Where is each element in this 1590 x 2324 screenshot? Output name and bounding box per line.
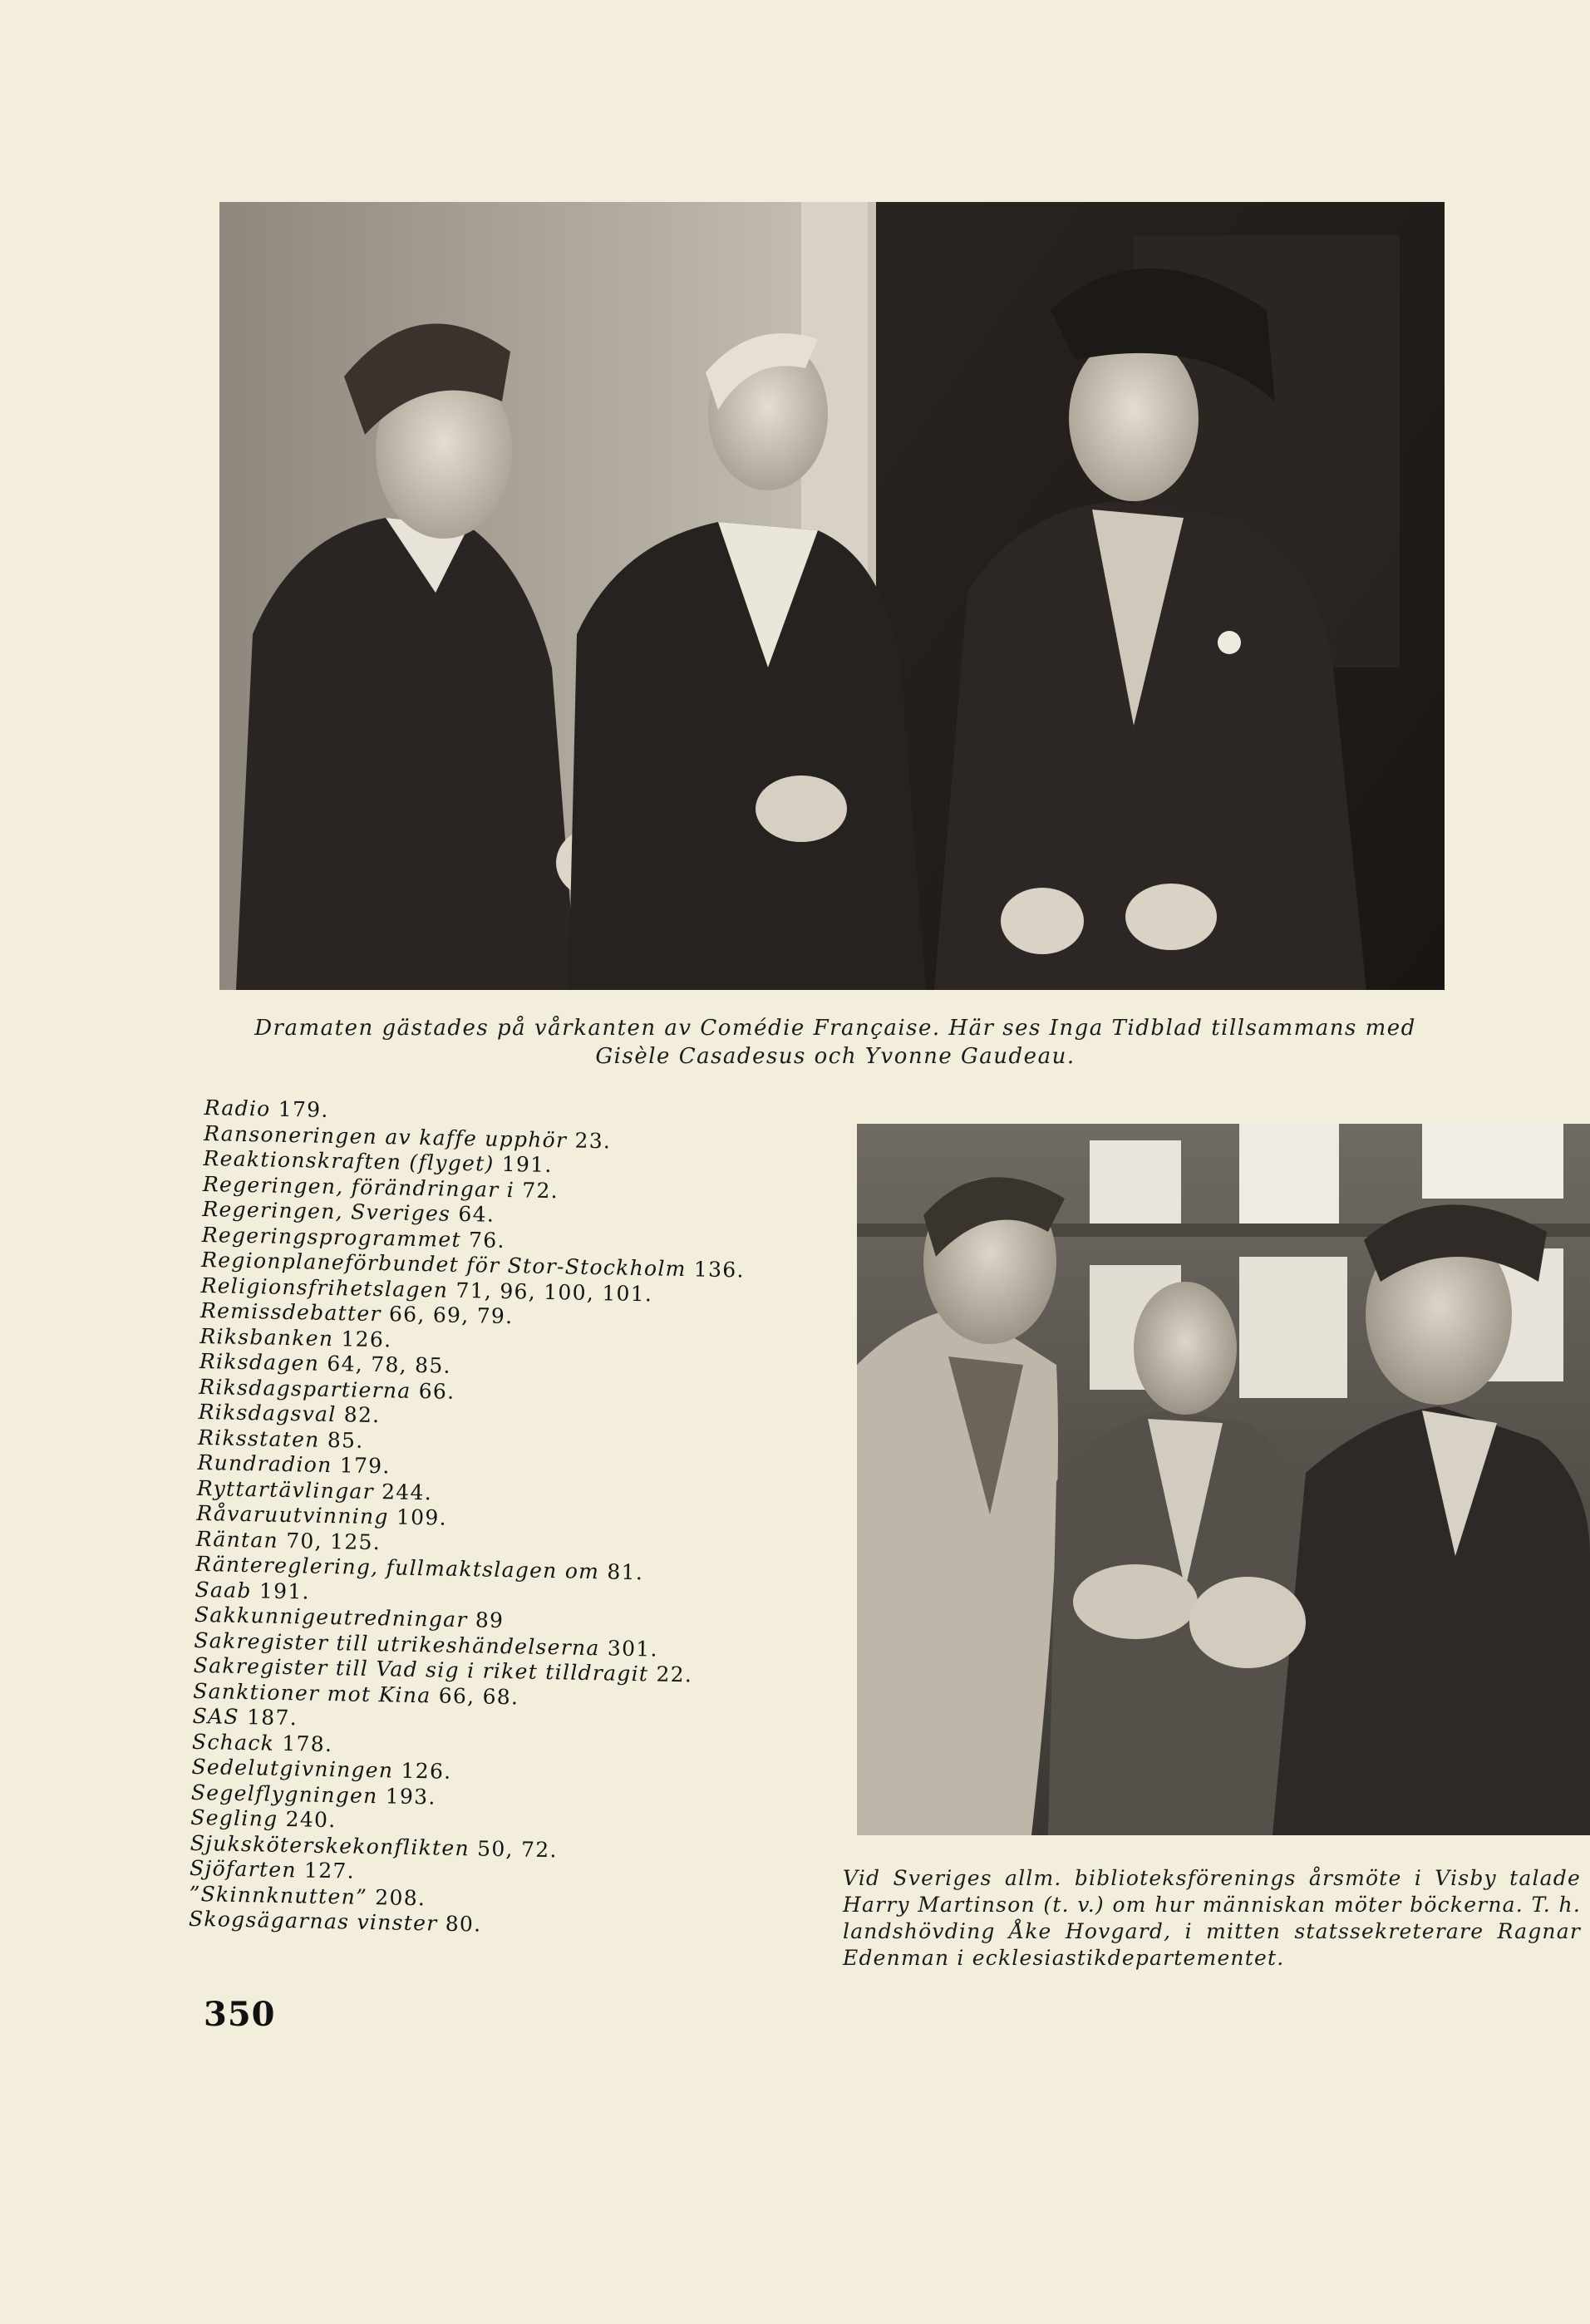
- index-term: Segelflygningen: [190, 1780, 378, 1808]
- index-term: Räntan: [195, 1526, 279, 1553]
- index-pages: 191.: [258, 1578, 311, 1604]
- index-pages: 191.: [501, 1151, 553, 1178]
- index-term: SAS: [192, 1703, 240, 1729]
- index-pages: 127.: [303, 1858, 356, 1883]
- index-term: Riksbanken: [199, 1323, 334, 1351]
- index-pages: 244.: [381, 1479, 433, 1504]
- page-number: 350: [204, 1995, 276, 2034]
- index-pages: 71, 96, 100, 101.: [455, 1278, 653, 1306]
- index-term: Ransoneringen av kaffe upphör: [203, 1120, 568, 1152]
- index-term: Schack: [191, 1729, 275, 1755]
- index-term: Ryttartävlingar: [196, 1475, 375, 1504]
- index-pages: 82.: [343, 1402, 381, 1428]
- index-term: Remissdebatter: [199, 1297, 382, 1327]
- index-pages: 109.: [396, 1504, 448, 1530]
- index-term: Räntereglering, fullmaktslagen om: [194, 1551, 600, 1584]
- index-term: Riksdagspartierna: [199, 1374, 411, 1403]
- index-term: Saab: [194, 1577, 253, 1603]
- index-pages: 23.: [574, 1128, 612, 1153]
- index-pages: 208.: [375, 1884, 426, 1910]
- index-term: Riksstaten: [197, 1425, 320, 1452]
- index-pages: 50, 72.: [476, 1835, 559, 1862]
- index-pages: 193.: [385, 1783, 436, 1809]
- subject-index-list: [189, 1096, 853, 1944]
- index-term: ”Skinnknutten”: [189, 1881, 368, 1909]
- index-term: Riksdagen: [199, 1348, 320, 1376]
- index-term: Sedelutgivningen: [191, 1754, 394, 1783]
- index-pages: 76.: [468, 1227, 506, 1253]
- index-pages: 301.: [607, 1635, 659, 1662]
- index-term: Regionplaneförbundet för Stor-Stockholm: [200, 1247, 687, 1282]
- bottom-photo-caption: Vid Sveriges allm. biblioteksförenings årsmöte i Visby talade Harry Martinson (t. v.) om hur människan möter böckerna. T. h. landshövding Åke Hovgard, i mitten statssekreterare Ragnar Edenman i ecklesiastikdepartementet.: [843, 1866, 1581, 1970]
- index-term: Rundradion: [197, 1450, 332, 1478]
- index-pages: 64.: [458, 1201, 495, 1227]
- index-pages: 81.: [607, 1559, 644, 1585]
- index-term: Riksdagsval: [198, 1399, 337, 1427]
- index-pages: 66, 68.: [438, 1683, 519, 1709]
- three-men-photo-drawing: [857, 1124, 1590, 1835]
- index-term: Sjuksköterskekonflikten: [190, 1830, 470, 1860]
- index-pages: 72.: [522, 1177, 559, 1203]
- index-term: Regeringsprogrammet: [201, 1222, 462, 1252]
- index-pages: 136.: [693, 1257, 746, 1283]
- index-pages: 240.: [285, 1807, 337, 1833]
- index-term: Sakregister till Vad sig i riket tilldragit: [193, 1652, 649, 1686]
- index-pages: 187.: [246, 1705, 298, 1731]
- index-pages: 66, 69, 79.: [388, 1302, 514, 1329]
- three-women-photo-drawing: [219, 202, 1445, 990]
- index-term: Sjöfarten: [189, 1855, 298, 1883]
- index-pages: 179.: [278, 1096, 329, 1122]
- index-pages: 178.: [282, 1731, 333, 1756]
- index-pages: 64, 78, 85.: [327, 1351, 452, 1378]
- index-pages: 126.: [401, 1758, 452, 1784]
- index-term: Religionsfrihetslagen: [200, 1273, 449, 1302]
- index-pages: 22.: [656, 1662, 693, 1687]
- index-term: Sanktioner mot Kina: [192, 1678, 431, 1707]
- index-pages: 70, 125.: [285, 1528, 382, 1554]
- index-term: Sakregister till utrikeshändelserna: [194, 1627, 600, 1660]
- index-term: Radio: [204, 1096, 271, 1121]
- three-women-photo: [219, 202, 1445, 990]
- index-term: Segling: [190, 1805, 278, 1831]
- index-pages: 85.: [327, 1427, 364, 1453]
- index-term: Sakkunnigeutredningar: [194, 1602, 468, 1632]
- top-photo-caption: Dramaten gästades på vårkanten av Comédie Française. Här ses Inga Tidblad tillsammans med Gisèle Casadesus och Yvonne Gaudeau.: [254, 1016, 1416, 1069]
- three-men-photo: [857, 1124, 1590, 1835]
- index-pages: 126.: [341, 1326, 392, 1352]
- index-term: Reaktionskraften (flyget): [203, 1145, 495, 1176]
- index-pages: 66.: [418, 1378, 455, 1404]
- index-pages: 80.: [445, 1911, 482, 1937]
- index-term: Råvaruutvinning: [196, 1500, 390, 1529]
- index-term: Regeringen, Sveriges: [202, 1196, 451, 1226]
- index-pages: 179.: [339, 1453, 391, 1479]
- index-term: Regeringen, förändringar i: [202, 1171, 515, 1202]
- index-pages: 89: [475, 1608, 505, 1633]
- index-term: Skogsägarnas vinster: [188, 1906, 438, 1936]
